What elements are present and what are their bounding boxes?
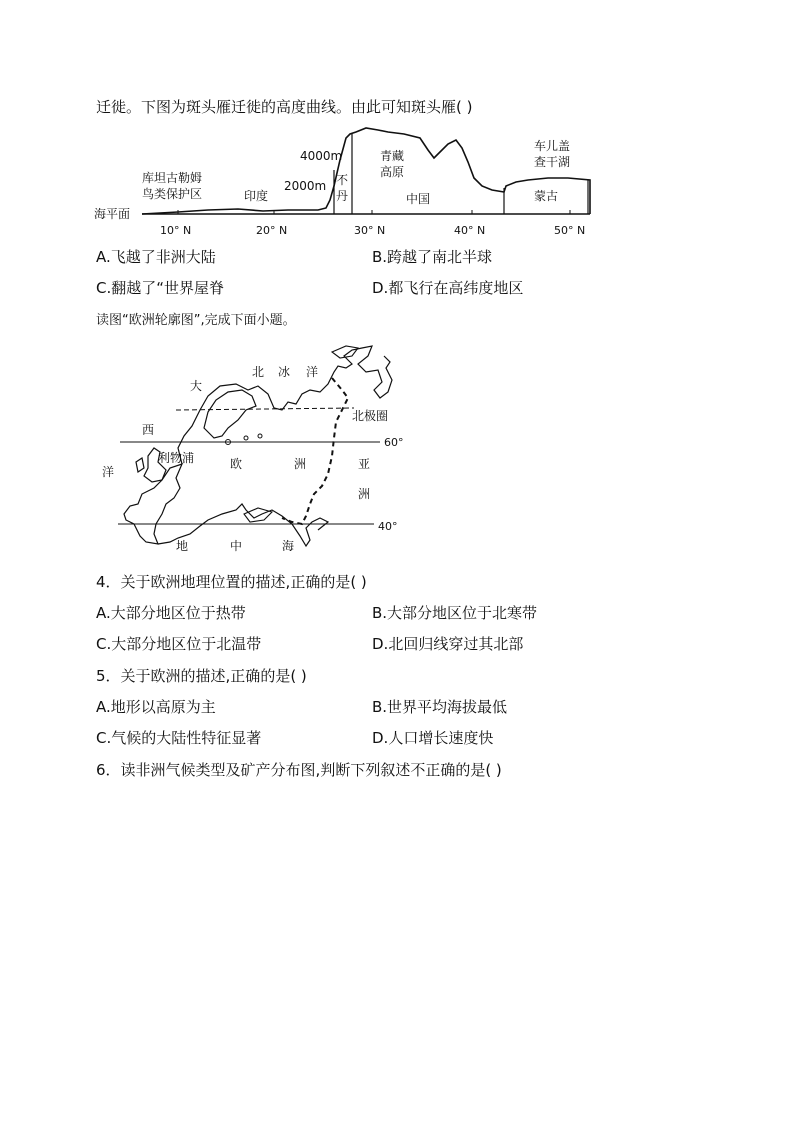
- kutan-label-1: 库坦古勒姆: [142, 171, 203, 185]
- bhutan-label-1: 不: [336, 173, 349, 187]
- label-bing: 冰: [278, 365, 291, 379]
- label-40: 40°: [378, 520, 398, 533]
- label-liverpool: 利物浦: [158, 451, 195, 465]
- label-zhong: 中: [230, 539, 243, 553]
- label-ou: 欧: [230, 457, 243, 471]
- label-hai: 海: [282, 539, 295, 553]
- altitude-curve: [142, 128, 590, 214]
- q4-option-b: B.大部分地区位于北寒带: [372, 604, 538, 622]
- q4-option-d: D.北回归线穿过其北部: [372, 635, 524, 653]
- q5-stem: 5．关于欧洲的描述,正确的是( ): [96, 667, 307, 685]
- label-yang-w: 洋: [102, 465, 115, 479]
- europe-asia-boundary: [282, 378, 348, 524]
- label-zhou-eu: 洲: [294, 457, 307, 471]
- label-xi: 西: [142, 423, 155, 437]
- label-di: 地: [176, 539, 189, 553]
- altitude-profile-figure: [88, 122, 598, 240]
- tibet-label-2: 高原: [380, 165, 405, 179]
- q3-option-d: D.都飞行在高纬度地区: [372, 279, 524, 297]
- europe-outline-map: [96, 338, 406, 560]
- label-arctic-circle: 北极圈: [352, 409, 389, 423]
- q3-option-c: C.翻越了“世界屋脊: [96, 279, 225, 297]
- label-da: 大: [190, 379, 203, 393]
- lake-label-1: 车儿盖: [534, 139, 571, 153]
- q4-stem: 4．关于欧洲地理位置的描述,正确的是( ): [96, 573, 367, 591]
- label-60: 60°: [384, 436, 404, 449]
- india-label: 印度: [244, 189, 269, 203]
- sea-level-label: 海平面: [94, 207, 131, 221]
- q4-option-a: A.大部分地区位于热带: [96, 604, 246, 622]
- label-yang-n: 洋: [306, 365, 319, 379]
- q6-stem: 6．读非洲气候类型及矿产分布图,判断下列叙述不正确的是( ): [96, 761, 502, 779]
- q3-option-a: A.飞越了非洲大陆: [96, 248, 216, 266]
- china-label: 中国: [406, 192, 431, 206]
- label-bei: 北: [252, 365, 265, 379]
- lat-label-30: 30° N: [354, 224, 386, 237]
- q5-option-c: C.气候的大陆性特征显著: [96, 729, 262, 747]
- map-intro: 读图“欧洲轮廓图”,完成下面小题。: [96, 313, 296, 328]
- tibet-label-1: 青藏: [380, 149, 405, 163]
- lat-label-40: 40° N: [454, 224, 486, 237]
- kutan-label-2: 鸟类保护区: [142, 187, 203, 201]
- q5-option-a: A.地形以高原为主: [96, 698, 216, 716]
- q5-option-d: D.人口增长速度快: [372, 729, 494, 747]
- elev-2000-label: 2000m: [284, 179, 327, 193]
- label-zhou-as: 洲: [358, 487, 371, 501]
- q5-option-b: B.世界平均海拔最低: [372, 698, 508, 716]
- arctic-circle-line: [176, 408, 354, 410]
- elev-4000-label: 4000m: [300, 149, 343, 163]
- label-ya: 亚: [358, 457, 371, 471]
- lake-label-2: 查干湖: [534, 155, 571, 169]
- q3-option-b: B.跨越了南北半球: [372, 248, 493, 266]
- bhutan-label-2: 丹: [336, 189, 349, 203]
- q3-stem: 迁徙。下图为斑头雁迁徙的高度曲线。由此可知斑头雁( ): [96, 98, 473, 116]
- lat-label-20: 20° N: [256, 224, 288, 237]
- lat-label-50: 50° N: [554, 224, 586, 237]
- scandinavia: [204, 390, 256, 438]
- lat-label-10: 10° N: [160, 224, 192, 237]
- q4-option-c: C.大部分地区位于北温带: [96, 635, 262, 653]
- mongolia-label: 蒙古: [534, 189, 559, 203]
